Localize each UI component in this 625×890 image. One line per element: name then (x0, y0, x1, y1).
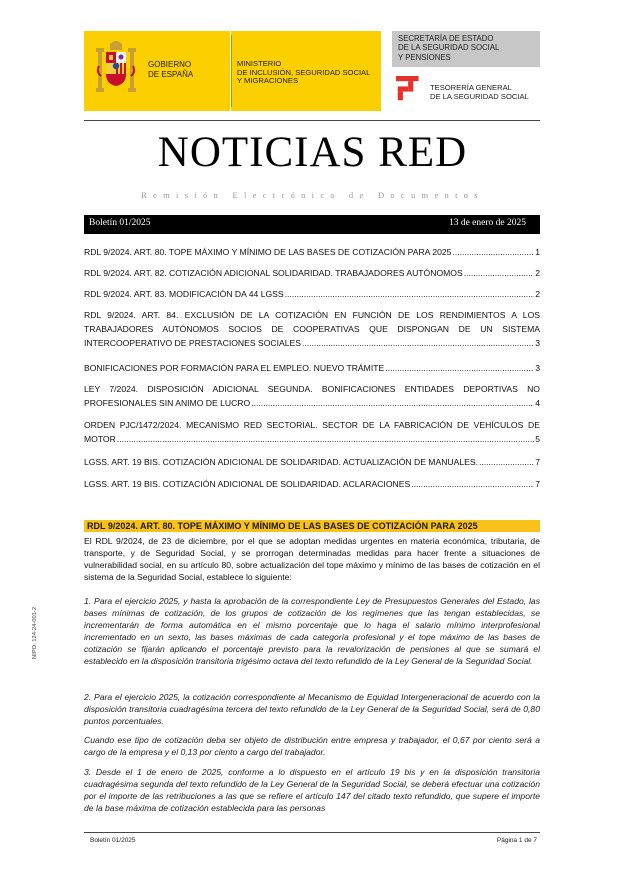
toc-title: PROFESIONALES SIN ANIMO DE LUCRO (84, 398, 251, 408)
gobierno-logo-block (84, 31, 230, 111)
tesoreria-line-1: TESORERÍA GENERAL (430, 83, 512, 92)
toc-title: LGSS. ART. 19 BIS. COTIZACIÓN ADICIONAL DE SOLIDARIDAD. ACTUALIZACIÓN DE MANUALES. (84, 457, 478, 467)
header-divider (84, 120, 540, 121)
toc-page: 3 (535, 338, 540, 348)
toc-item[interactable] (84, 477, 540, 491)
nipo-text: NIPO: 124-24-001-2 (32, 606, 38, 660)
coat-of-arms-icon (96, 40, 136, 100)
toc-title: INTERCOOPERATIVO DE PRESTACIONES SOCIALES (84, 338, 301, 348)
toc-item[interactable] (84, 287, 540, 301)
bulletin-date: 13 de enero de 2025 (448, 218, 526, 228)
body-paragraph: El RDL 9/2024, de 23 de diciembre, por el que se adoptan medidas urgentes en materia económica, tributaria, de transporte, y de Seguridad Social, y se prorrogan determinadas medidas para hacer frente a situaciones de vulnerabilidad social, en su artículo 80, sobre actualización del tope máximo y mínimo de las bases de cotización en el sistema de la Seguridad Social, establece lo siguiente: (84, 536, 540, 582)
gobierno-line-2: DE ESPAÑA (148, 69, 194, 79)
bulletin-bar (84, 215, 540, 234)
ministerio-line-3: Y MIGRACIONES (237, 76, 299, 86)
toc-page: 7 (535, 457, 540, 467)
toc-title: RDL 9/2024. ART. 83. MODIFICACIÓN DA 44 LGSS (84, 289, 284, 299)
toc-page: 1 (535, 247, 540, 257)
toc-title-lead: LEY 7/2024. DISPOSICIÓN ADICIONAL SEGUNDA. BONIFICACIONES ENTIDADES DEPORTIVAS NO (84, 384, 540, 394)
newsletter-subtitle: Remisión Electrónica de Documentos (141, 190, 484, 200)
footer-page-number: Página 1 de 7 (496, 837, 537, 844)
toc-title: LGSS. ART. 19 BIS. COTIZACIÓN ADICIONAL DE SOLIDARIDAD. ACLARACIONES (84, 479, 411, 489)
ministerio-line-1: MINISTERIO (237, 59, 282, 68)
tesoreria-line-2: DE LA SEGURIDAD SOCIAL (430, 92, 529, 101)
secretaria-line-1: SECRETARÍA DE ESTADO (398, 34, 494, 43)
secretaria-line-3: Y PENSIONES (398, 52, 451, 62)
toc-title: MOTOR (84, 434, 116, 444)
body-paragraph: 3. Desde el 1 de enero de 2025, conforme a lo dispuesto en el artículo 19 bis y en la disposición transitoria cuadragésima segunda del texto refundido de la Ley General de la Seguridad Social, se deberá efectuar una cotización por el importe de las retribuciones a las que se refiere el artículo 147 del citado texto refundido, que supere el importe de la base máxima de cotización establecida para las personas (84, 767, 540, 813)
nipo-code (30, 600, 38, 670)
newsletter-title: NOTICIAS RED (157, 129, 468, 176)
footer-divider (84, 832, 540, 833)
gobierno-line-1: GOBIERNO (148, 60, 192, 69)
secretaria-block (392, 31, 540, 111)
bulletin-number: Boletín 01/2025 (89, 218, 151, 228)
secretaria-line-2: DE LA SEGURIDAD SOCIAL (398, 43, 500, 53)
institutional-header (84, 31, 540, 111)
body-paragraph: Cuando ese tipo de cotización deba ser objeto de distribución entre empresa y trabajador, el 0,67 por ciento será a cargo de la empresa y el 0,13 por ciento a cargo del trabajador. (84, 735, 540, 757)
toc-item[interactable] (84, 455, 540, 469)
body-paragraph: 2. Para el ejercicio 2025, la cotización correspondiente al Mecanismo de Equidad Intergeneracional de acuerdo con la disposición transitoria cuadragésima tercera del texto refundido de la Ley General de la Seguridad Social, será de 0,80 puntos porcentuales. (84, 692, 540, 726)
toc-title: RDL 9/2024. ART. 82. COTIZACIÓN ADICIONAL SOLIDARIDAD. TRABAJADORES AUTÓNOMOS (84, 268, 463, 278)
tgss-logo-icon (396, 75, 422, 103)
body-paragraph: 1. Para el ejercicio 2025, y hasta la aprobación de la correspondiente Ley de Presupuestos Generales del Estado, las bases mínimas de cotización, de los grupos de cotización de los regímenes que las tengan establecidas, se incrementarán de forma automática en el mismo porcentaje que lo haga el salario mínimo interprofesional incrementado en un sexto, las bases máximas de cada categoría profesional y el tope máximo de las bases de cotización se fijarán aplicando el porcentaje previsto para la revalorización de pensiones al que se sumará el establecido en la disposición transitoria trigésimo octava del texto refundido de la Ley General de la Seguridad Social. (84, 596, 540, 666)
toc-page: 2 (535, 289, 540, 299)
toc-title-lead: ORDEN PJC/1472/2024. MECANISMO RED SECTORIAL. SECTOR DE LA FABRICACIÓN DE VEHÍCULOS DE (84, 420, 540, 430)
ministerio-block (231, 31, 381, 111)
toc-page: 7 (535, 479, 540, 489)
toc-title: BONIFICACIONES POR FORMACIÓN PARA EL EMPLEO. NUEVO TRÁMITE (84, 363, 385, 373)
toc-item[interactable] (84, 266, 540, 280)
toc-page: 5 (535, 434, 540, 444)
toc-item[interactable] (84, 382, 540, 410)
toc-title-lead: RDL 9/2024. ART. 84. EXCLUSIÓN DE LA COTIZACIÓN EN FUNCIÓN DE LOS RENDIMIENTOS A LOS TRABAJADORES AUTÓNOMOS SOCIOS DE COOPERATIVAS QUE DISPONGAN DE UN SISTEMA (84, 310, 540, 334)
toc-item[interactable] (84, 245, 540, 259)
section-heading: RDL 9/2024. ART. 80. TOPE MÁXIMO Y MÍNIMO DE LAS BASES DE COTIZACIÓN PARA 2025 (84, 520, 540, 532)
toc-page: 3 (535, 363, 540, 373)
toc-item[interactable] (84, 308, 540, 350)
footer-bulletin: Boletín 01/2025 (90, 837, 136, 844)
toc-page: 2 (535, 268, 540, 278)
toc-item[interactable] (84, 418, 540, 446)
toc-page: 4 (535, 398, 540, 408)
toc-title: RDL 9/2024. ART. 80. TOPE MÁXIMO Y MÍNIMO DE LAS BASES DE COTIZACIÓN PARA 2025 (84, 247, 452, 257)
ministerio-line-2: DE INCLUSIÓN, SEGURIDAD SOCIAL (237, 67, 371, 77)
toc-item[interactable] (84, 361, 540, 375)
